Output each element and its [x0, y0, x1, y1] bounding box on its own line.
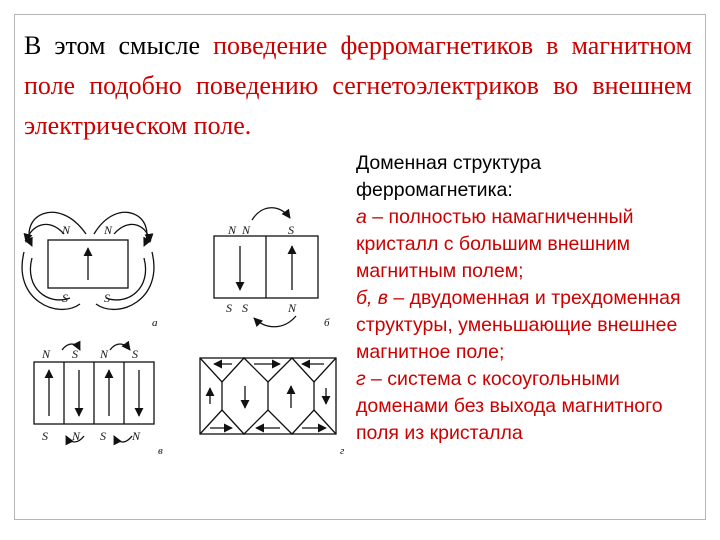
caption-letter-bv: б, в: [356, 287, 388, 309]
intro-paragraph: [24, 26, 692, 146]
panel-a-field-line: [94, 212, 147, 246]
panel-v-field-line: [110, 344, 130, 350]
panel-a-poles: [61, 223, 158, 329]
panel-b-pole-n-bottom: N: [288, 301, 297, 315]
panel-b-poles: [226, 223, 330, 329]
domain-structure-figure: [18, 196, 348, 464]
panel-a-field-line: [106, 258, 146, 300]
caption-item-g: [356, 366, 706, 447]
caption-letter-a: а: [356, 206, 367, 228]
panel-v-pole: S: [72, 347, 78, 361]
panel-v-pole: N: [132, 429, 141, 443]
panel-b-pole-n-right: N: [242, 223, 251, 237]
caption-title-line1: Доменная структура: [356, 152, 542, 174]
caption-item-bv: [356, 285, 706, 366]
panel-b-field-line: [252, 208, 290, 220]
caption-text-g: – система с косоугольными доменами без выхода магнитного поля из кристалла: [356, 368, 663, 444]
caption-text-bv: – двудоменная и трехдоменная структуры, уменьшающие внешнее магнитное поле;: [356, 287, 681, 363]
panel-a-label: а: [152, 317, 158, 329]
panel-v-pole: N: [100, 347, 109, 361]
panel-v-poles: [41, 347, 163, 457]
panel-b-label: б: [324, 317, 330, 329]
panel-g-label: г: [340, 445, 345, 457]
caption-item-a: [356, 204, 706, 285]
caption-letter-g: г: [356, 368, 366, 390]
panel-v-pole: S: [132, 347, 138, 361]
panel-b-field-line: [254, 316, 296, 327]
intro-part2-highlight: поведение ферромагнетиков в магнитном поле подобно поведению сегнетоэлектриков во внешнем электрическом поле.: [24, 31, 692, 140]
caption-text-a: – полностью намагниченный кристалл с большим внешним магнитным полем;: [356, 206, 634, 282]
panel-a-pole-s-right: S: [104, 291, 110, 305]
panel-b-pole-s-left: S: [226, 301, 232, 315]
intro-part1: В этом смысле: [24, 31, 214, 60]
panel-a-pole-n-right: N: [104, 223, 113, 237]
panel-v-pole: S: [100, 429, 106, 443]
panel-v-label: в: [158, 445, 163, 457]
panel-b-pole-s-top: S: [288, 223, 294, 237]
panel-a: [22, 212, 154, 309]
panel-a-pole-n-left: N: [62, 223, 71, 237]
panel-g-domain-walls: [200, 358, 336, 382]
panel-v-pole: S: [42, 429, 48, 443]
panel-g-domain-walls: [200, 410, 336, 434]
panel-v-pole: N: [42, 347, 51, 361]
panel-v-field-line: [114, 436, 132, 442]
panel-a-field-line: [29, 212, 86, 246]
figure-caption: [356, 150, 706, 447]
caption-title-line2: ферромагнетика:: [356, 179, 513, 201]
panel-b-pole-n-left: N: [228, 223, 237, 237]
panel-b-pole-s-right: S: [242, 301, 248, 315]
panel-g: [200, 358, 336, 434]
panel-a-pole-s-left: S: [62, 291, 68, 305]
panel-v-pole: N: [72, 429, 81, 443]
